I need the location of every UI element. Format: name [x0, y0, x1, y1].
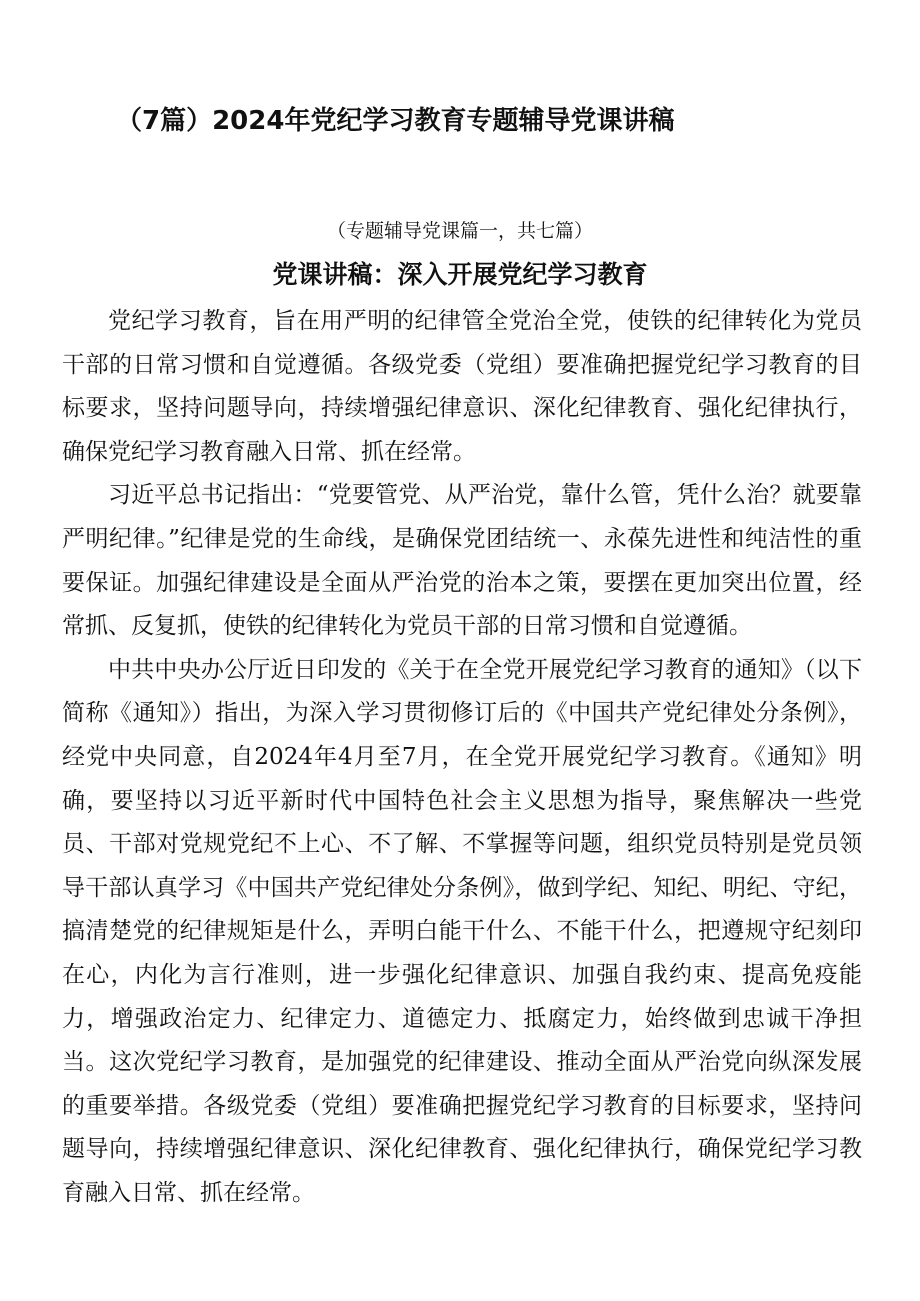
document-body [62, 300, 862, 1215]
body-paragraph: 习近平总书记指出：“党要管党、从严治党，靠什么管，凭什么治？就要靠严明纪律。”纪律是党的生命线，是确保党团结统一、永葆先进性和纯洁性的重要保证。加强纪律建设是全面从严治党的治本之策，要摆在更加突出位置，经常抓、反复抓，使铁的纪律转化为党员干部的日常习惯和自觉遵循。 [62, 482, 862, 640]
document-title: （7篇）2024年党纪学习教育专题辅导党课讲稿 [116, 106, 675, 136]
body-paragraph: 党纪学习教育，旨在用严明的纪律管全党治全党，使铁的纪律转化为党员干部的日常习惯和自觉遵循。各级党委（党组）要准确把握党纪学习教育的目标要求，坚持问题导向，持续增强纪律意识、深化纪律教育、强化纪律执行，确保党纪学习教育融入日常、抓在经常。 [62, 308, 862, 465]
body-paragraph: 中共中央办公厅近日印发的《关于在全党开展党纪学习教育的通知》（以下简称《通知》）指出，为深入学习贯彻修订后的《中国共产党纪律处分条例》，经党中央同意，自2024年4月至7月，在全党开展党纪学习教育。《通知》明确，要坚持以习近平新时代中国特色社会主义思想为指导，聚焦解决一些党员、干部对党规党纪不上心、不了解、不掌握等问题，组织党员特别是党员领导干部认真学习《中国共产党纪律处分条例》，做到学纪、知纪、明纪、守纪，搞清楚党的纪律规矩是什么，弄明白能干什么、不能干什么，把遵规守纪刻印在心，内化为言行准则，进一步强化纪律意识、加强自我约束、提高免疫能力，增强政治定力、纪律定力、道德定力、抵腐定力，始终做到忠诚干净担当。这次党纪学习教育，是加强党的纪律建设、推动全面从严治党向纵深发展的重要举措。各级党委（党组）要准确把握党纪学习教育的目标要求，坚持问题导向，持续增强纪律意识、深化纪律教育、强化纪律执行，确保党纪学习教育融入日常、抓在经常。 [62, 656, 862, 1206]
section-title: 党课讲稿：深入开展党纪学习教育 [272, 260, 648, 289]
lecture-subtitle: （专题辅导党课篇一，共七篇） [326, 220, 593, 242]
